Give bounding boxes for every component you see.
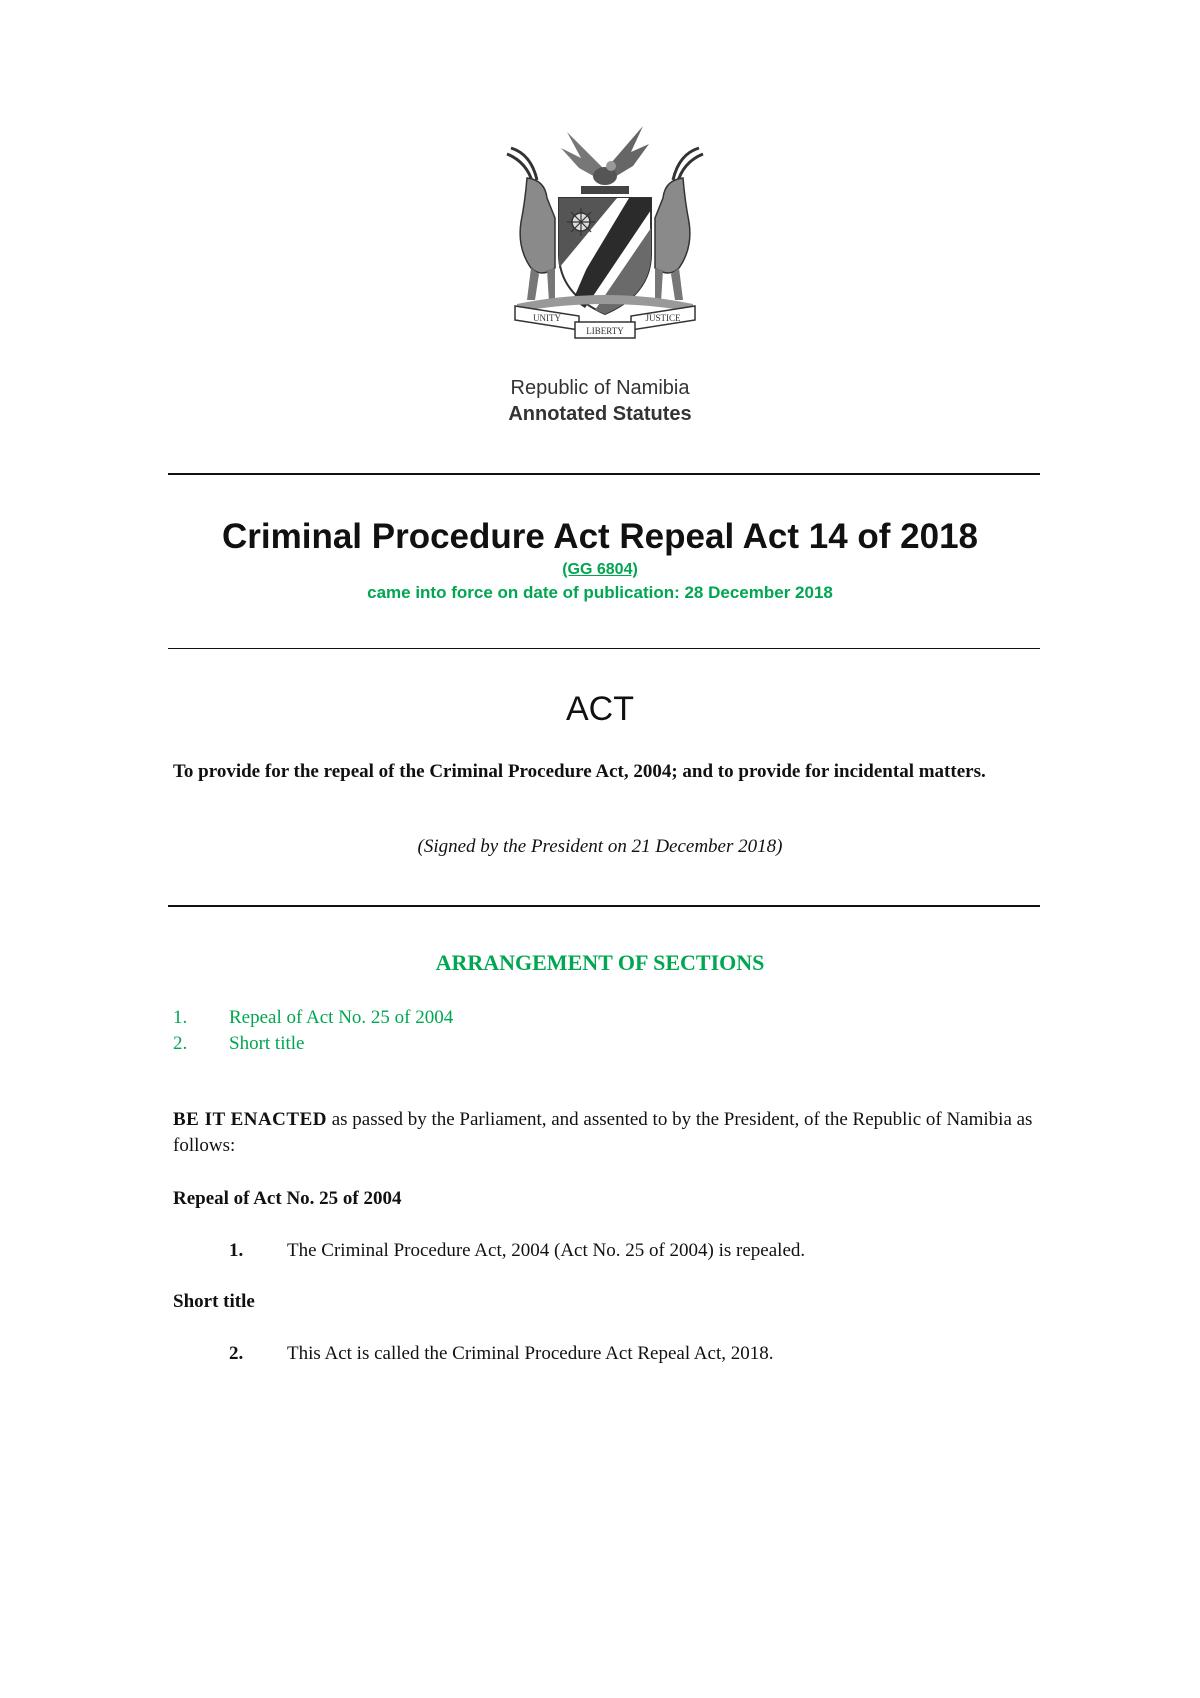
arrangement-heading: ARRANGEMENT OF SECTIONS <box>435 950 765 975</box>
act-title: Criminal Procedure Act Repeal Act 14 of 2018 <box>221 517 979 556</box>
namibia-coat-of-arms-icon <box>497 118 713 343</box>
section-number: 1. <box>173 1007 188 1028</box>
act-heading: ACT <box>566 690 634 728</box>
section-text: The Criminal Procedure Act, 2004 (Act No. 25 of 2004) is repealed. <box>287 1240 806 1261</box>
motto-liberty: LIBERTY <box>586 326 624 336</box>
section-number: 1. <box>229 1240 244 1261</box>
republic-of-namibia-label: Republic of Namibia <box>510 377 690 399</box>
section-heading-repeal: Repeal of Act No. 25 of 2004 <box>173 1188 402 1209</box>
section-number: 2. <box>229 1343 244 1364</box>
section-number: 2. <box>173 1033 188 1054</box>
section-body-repeal <box>229 1240 805 1262</box>
list-item <box>173 1005 453 1031</box>
section-heading-short-title: Short title <box>173 1291 255 1312</box>
list-item <box>173 1031 453 1057</box>
toc-link-repeal[interactable]: Repeal of Act No. 25 of 2004 <box>229 1007 454 1028</box>
enacting-text: as passed by the Parliament, and assented to by the President, of the Republic of Namibia as follows: <box>173 1109 1033 1156</box>
long-title: To provide for the repeal of the Criminal Procedure Act, 2004; and to provide for incidental matters. <box>173 761 986 782</box>
gazette-reference <box>0 561 1200 579</box>
section-text: This Act is called the Criminal Procedure Act Repeal Act, 2018. <box>287 1343 774 1364</box>
enacting-clause <box>173 1107 1053 1159</box>
divider-bottom <box>168 905 1040 907</box>
annotated-statutes-label: Annotated Statutes <box>508 403 692 425</box>
motto-unity: UNITY <box>533 313 561 323</box>
divider-middle <box>168 648 1040 649</box>
enacting-bold: BE IT ENACTED <box>173 1109 327 1130</box>
presidential-signature-note: (Signed by the President on 21 December 2018) <box>417 836 783 857</box>
section-body-short-title <box>229 1343 774 1365</box>
toc-link-short-title[interactable]: Short title <box>229 1033 305 1054</box>
arrangement-list <box>173 1005 453 1057</box>
motto-justice: JUSTICE <box>645 313 681 323</box>
commencement-note: came into force on date of publication: 28 December 2018 <box>367 583 833 602</box>
gazette-link[interactable]: (GG 6804) <box>562 561 638 578</box>
divider-top <box>168 473 1040 475</box>
